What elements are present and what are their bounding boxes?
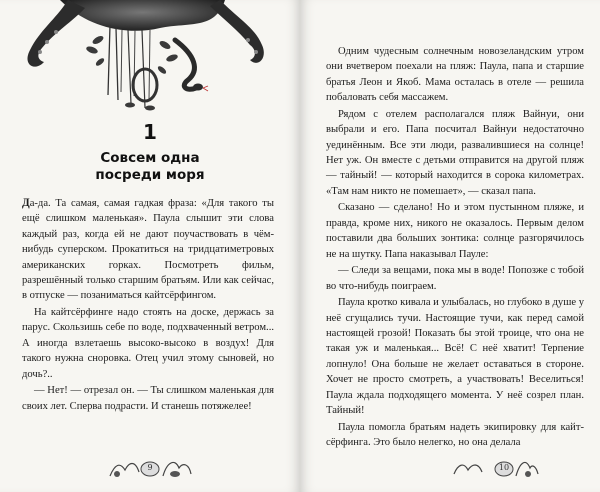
- chapter-title: [0, 150, 300, 184]
- right-page-text: [326, 44, 584, 452]
- paragraph: [22, 196, 274, 304]
- paragraph: Одним чудесным солнечным новозеландским утром они вчетвером поехали на пляж: Паула, папа и старшие братья Леон и Якоб. Мама осталась в отеле — решила побаловать себя массажем.: [326, 46, 584, 104]
- paragraph: Рядом с отелем располагался пляж Вайнуи, они выбрали и его. Папа посчитал Вайнуи недостаточно уединённым. Все эти люди, развалившиеся на солнце! Нет уж. Он вместе с детьми отправится на другой пляж — тайный! — который находится в сорока километрах. «Там нам никто не помешает», — сказал папа.: [326, 108, 584, 197]
- page-footer-ornament: [105, 454, 195, 482]
- paragraph: Сказано — сделано! Но и этом пустынном пляже, и правда, кроме них, никого не оказалось. Первым делом поставили два больших зонтика: солнце разгорячилось не на шутку. Папа наказывал Пауле:: [326, 202, 584, 260]
- chapter-number: 1: [143, 120, 157, 144]
- page-number: 10: [498, 463, 510, 472]
- right-page: [300, 0, 600, 492]
- chapter-title-line-1: Совсем одна: [100, 150, 200, 166]
- paragraph: На кайтсёрфинге надо стоять на доске, держась за парус. Скользишь себе по воде, подхваченный ветром... А иногда взлетаешь высоко-высоко в воздух! Для такого нужна сноровка. Отец учил этому сыновей, но дочь?..: [22, 307, 274, 380]
- paragraph: Паула кротко кивала и улыбалась, но глубоко в душе у неё сгущались тучи. Настоящие тучи, как перед самой настоящей грозой! Показать бы этой троице, что она не такая уж и маленькая... Всё! С неё хватит! Терпение лопнуло! Она больше не желает оставаться в стороне. Хочет не просто смотреть, а участвовать! Веселиться! Паула ждала подходящего момента. У неё созрел план. Тайный!: [326, 297, 584, 417]
- paragraph: Паула помогла братьям надеть экипировку для кайт-сёрфинга. Это было нелегко, но она делала: [326, 421, 584, 449]
- paragraph-text: а-да. Та самая, самая гадкая фраза: «Для такого ты ещё слишком маленькая». Паула слышит эти слова каждый раз, когда ей не дают поучаствовать в чём-нибудь суперском. Прокатиться на тридцатиметровых американских горках. Посмотреть фильм, разрешённый только старшим братьям. Или как сейчас, в отпуске — позаниматься кайтсёрфингом.: [22, 198, 274, 302]
- chapter-title-line-2: посреди моря: [95, 167, 205, 183]
- paragraph: — Нет! — отрезал он. — Ты слишком маленькая для своих лет. Сперва подрасти. И станешь потяжелее!: [22, 385, 274, 412]
- drop-cap: Д: [22, 197, 30, 209]
- page-number: 9: [147, 463, 153, 472]
- paragraph: — Следи за вещами, пока мы в воде! Попозже с тобой во что-нибудь поиграем.: [326, 265, 584, 292]
- page-footer-ornament: [450, 454, 540, 482]
- seaweed-shell-ornament-icon: [450, 454, 540, 482]
- left-page-text: [22, 196, 274, 415]
- octopus-snake-illustration: [0, 0, 300, 115]
